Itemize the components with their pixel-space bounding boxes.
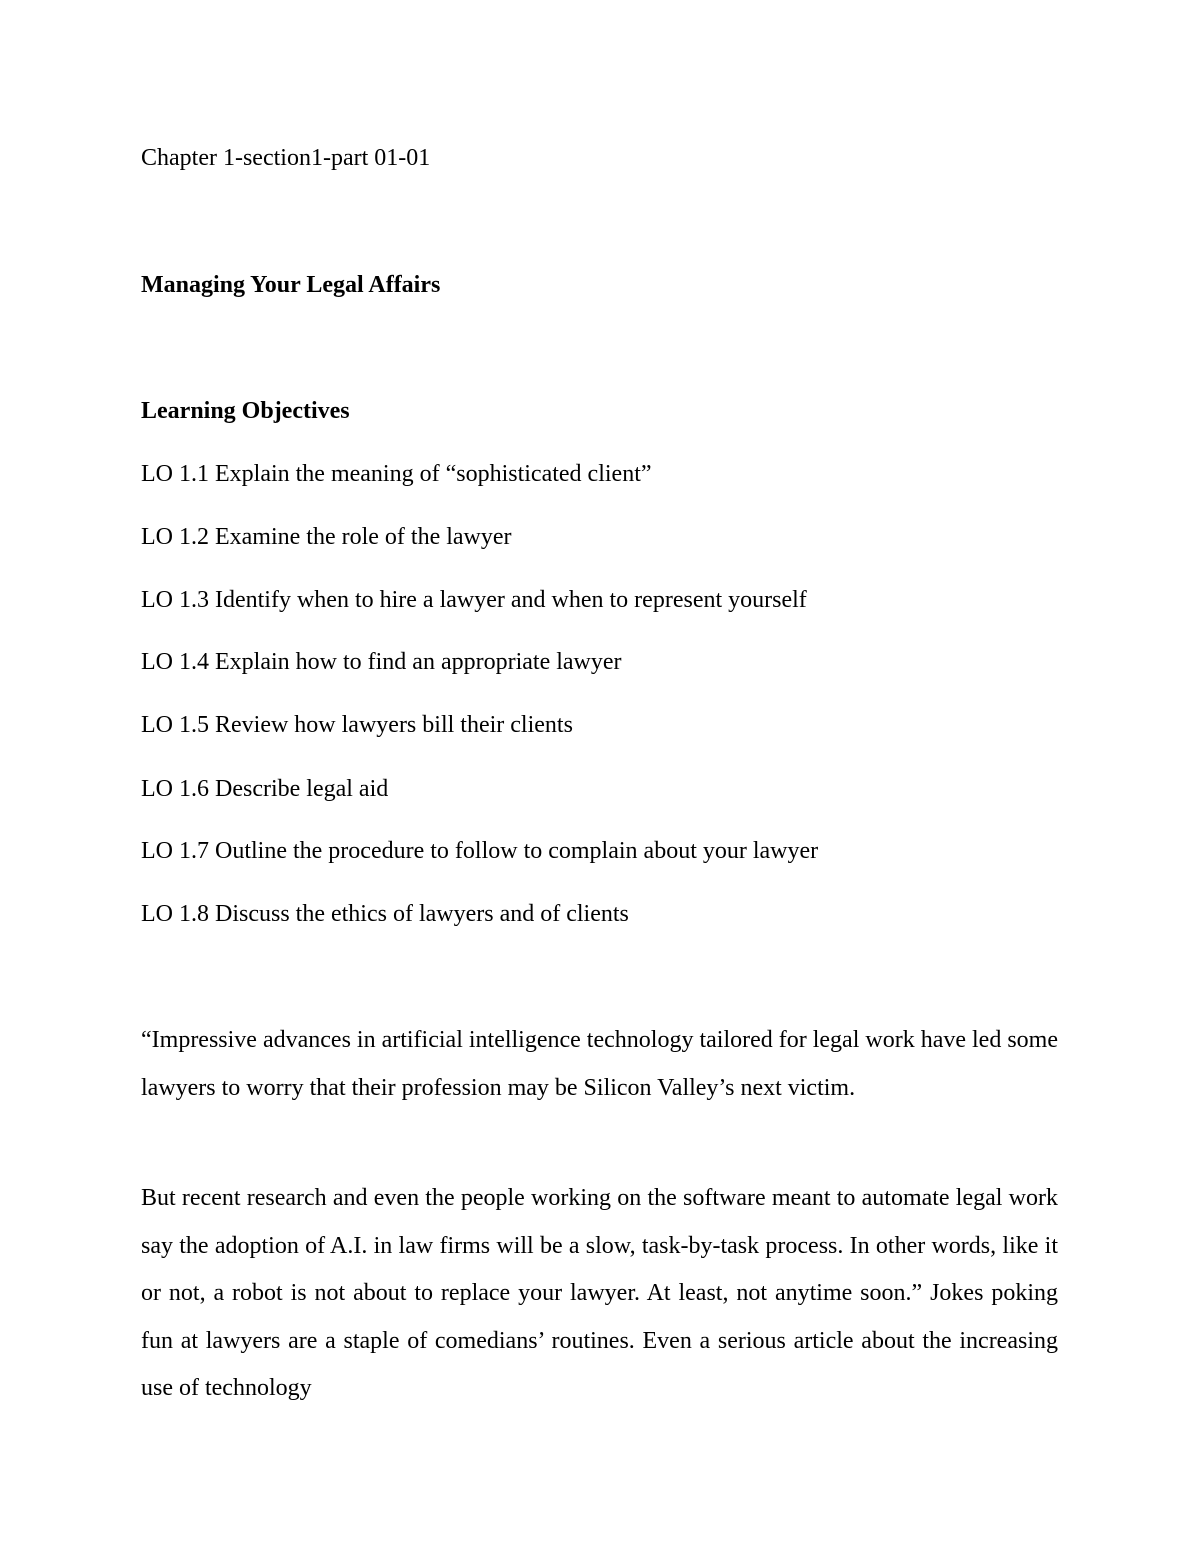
- objective-item: LO 1.2 Examine the role of the lawyer: [141, 524, 512, 550]
- document-title: Managing Your Legal Affairs: [141, 272, 441, 298]
- objective-item: LO 1.6 Describe legal aid: [141, 776, 389, 802]
- chapter-line: Chapter 1-section1-part 01-01: [141, 145, 431, 171]
- objective-item: LO 1.7 Outline the procedure to follow to complain about your lawyer: [141, 838, 819, 864]
- objective-item: LO 1.1 Explain the meaning of “sophisticated client”: [141, 461, 652, 487]
- objective-item: LO 1.5 Review how lawyers bill their clients: [141, 712, 573, 738]
- body-paragraph: But recent research and even the people working on the software meant to automate legal work say the adoption of A.I. in law firms will be a slow, task-by-task process. In other words, like it or not, a robot is not about to replace your lawyer. At least, not anytime soon.” Jokes poking fun at lawyers are a staple of comedians’ routines. Even a serious article about the increasing use of technology: [141, 1185, 1058, 1401]
- objectives-heading: Learning Objectives: [141, 398, 350, 424]
- objective-item: LO 1.8 Discuss the ethics of lawyers and of clients: [141, 901, 629, 927]
- objective-item: LO 1.3 Identify when to hire a lawyer and when to represent yourself: [141, 587, 807, 613]
- body-paragraph: “Impressive advances in artificial intelligence technology tailored for legal work have led some lawyers to worry that their profession may be Silicon Valley’s next victim.: [141, 1027, 1058, 1101]
- objective-item: LO 1.4 Explain how to find an appropriate lawyer: [141, 649, 622, 675]
